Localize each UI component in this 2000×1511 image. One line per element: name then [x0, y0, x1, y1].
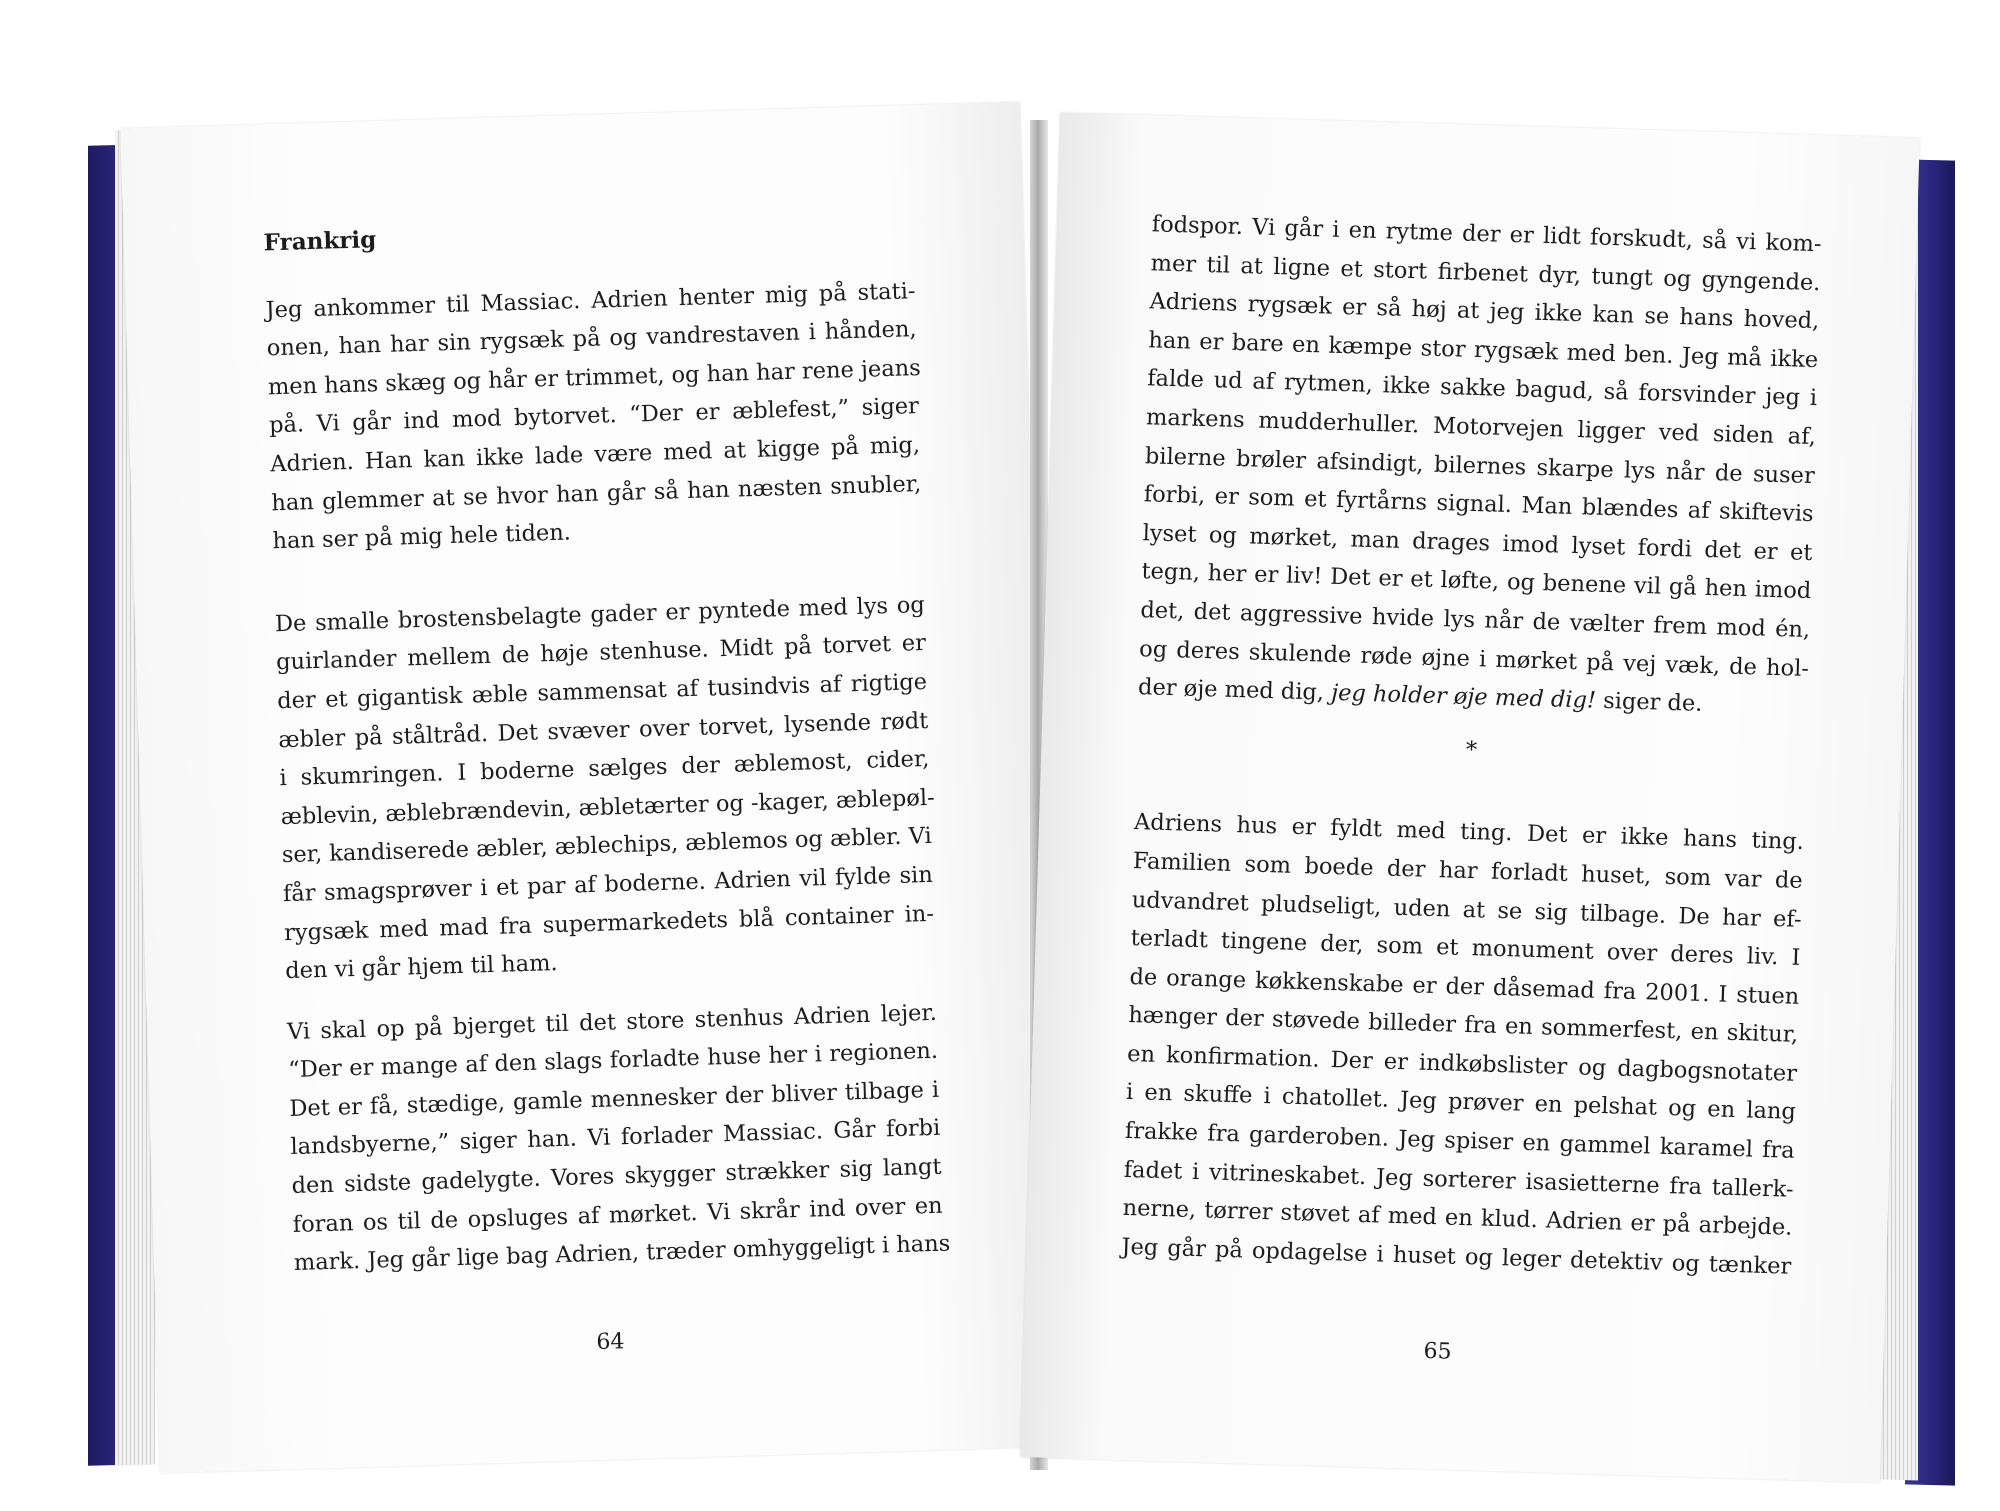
text-line: den sidste gadelygte. Vores skygger strækker sig langt [291, 1153, 942, 1200]
text-line: han ser på mig hele tiden. [272, 519, 572, 555]
text-line: fodspor. Vi går i en rytme der er lidt forskudt, så vi kom- [1151, 211, 1822, 258]
text-line: han er bare en kæmpe stor rygsæk med ben. Jeg må ikke [1148, 327, 1819, 373]
text-line: i en skuffe i chatollet. Jeg prøver en pelshat og en lang [1125, 1079, 1797, 1126]
paragraph [1121, 803, 1804, 1286]
text-line: får smagsprøver i et par af boderne. Adrien vil fylde sin [282, 861, 934, 908]
text-line: en konfirmation. Der er indkøbslister og dagbogsnotater [1126, 1040, 1798, 1087]
text-line: æbler på ståltråd. Det svæver over torvet, lysende rødt [278, 707, 929, 753]
chapter-heading: Frankrig [263, 226, 377, 257]
text-line: ser, kandiserede æbler, æblechips, æblemos og æbler. Vi [281, 823, 933, 869]
section-separator: * [1465, 736, 1478, 763]
text-line: de orange køkkenskabe er der dåsemad fra 2001. I stuen [1129, 963, 1800, 1010]
text-line: Det er få, stædige, gamle mennesker der bliver tilbage i [289, 1076, 940, 1122]
text-line: markens mudderhuller. Motorvejen ligger ved siden af, [1145, 404, 1817, 451]
text-line: De smalle brostensbelagte gader er pyntede med lys og [274, 591, 926, 638]
text-line: “Der er mange af den slags forladte huse her i regionen. [287, 1038, 939, 1084]
paragraph [286, 994, 951, 1283]
text-line: falde ud af rytmen, ikke sakke bagud, så forsvinder jeg i [1146, 365, 1818, 412]
paragraph [274, 586, 935, 991]
left-page [120, 102, 1060, 1473]
text-line: han glemmer at se hvor han går så han næsten snubler, [271, 470, 922, 516]
text-line: Adrien. Han kan ikke lade være med at kigge på mig, [269, 432, 921, 478]
text-line: Jeg ankommer til Massiac. Adrien henter mig på stati- [265, 277, 916, 323]
text-line: det, det aggressive hvide lys når de vælter frem mod én, [1140, 597, 1811, 643]
text-line: lyset og mørket, man drages imod lyset fordi det er et [1142, 519, 1813, 566]
text-line: og deres skulende røde øjne i mørket på vej væk, de hol- [1138, 635, 1810, 682]
text-line: men hans skæg og hår er trimmet, og han har rene jeans [267, 354, 922, 401]
text-line: bilerne brøler afsindigt, bilernes skarpe lys når de suser [1144, 442, 1816, 489]
text-line: der et gigantisk æble sammensat af tusindvis af rigtige [276, 668, 928, 715]
text-line: nerne, tørrer støvet af med en klud. Adrien er på arbejde. [1122, 1195, 1793, 1241]
text-line: tegn, her er liv! Det er et løfte, og benene vil gå hen imod [1141, 558, 1812, 605]
paragraph [265, 272, 923, 561]
right-page-text [1120, 205, 1822, 1330]
text-line: Vi skal op på bjerget til det store stenhus Adrien lejer. [286, 999, 938, 1045]
text-line: Adriens rygsæk er så høj at jeg ikke kan se hans hoved, [1149, 288, 1820, 335]
italic-text: jeg holder øje med dig! [1330, 679, 1597, 714]
text-line: onen, han har sin rygsæk på og vandrestaven i hånden, [266, 316, 917, 362]
text-line: frakke fra garderoben. Jeg spiser en gammel karamel fra [1124, 1117, 1796, 1164]
text-fragment: der øje med dig, [1137, 674, 1332, 706]
text-line: mer til at ligne et stort firbenet dyr, tungt og gyngende. [1150, 249, 1821, 296]
text-line: hænger der støvede billeder fra en sommerfest, en skitur, [1128, 1002, 1799, 1049]
text-fragment: siger de. [1595, 687, 1703, 717]
text-line: Familien som boede der har forladt huset, som var de [1132, 847, 1804, 894]
text-line: landsbyerne,” siger han. Vi forlader Massiac. Går forbi [290, 1115, 941, 1161]
text-line: æblevin, æblebrændevin, æbletærter og -kager, æblepøl- [280, 784, 936, 830]
text-line: Jeg går på opdagelse i huset og leger detektiv og tænker [1121, 1233, 1792, 1280]
text-line: på. Vi går ind mod bytorvet. “Der er æblefest,” siger [268, 393, 920, 439]
text-line: foran os til de opsluges af mørket. Vi skrår ind over en [292, 1192, 943, 1238]
right-page [1020, 113, 1920, 1483]
text-line: mark. Jeg går lige bag Adrien, træder omhyggeligt i hans [293, 1230, 951, 1277]
paragraph [1138, 205, 1823, 726]
text-line: forbi, er som et fyrtårns signal. Man blændes af skiftevis [1143, 481, 1814, 528]
text-line: guirlander mellem de høje stenhuse. Midt på torvet er [275, 630, 927, 676]
text-line: rygsæk med mad fra supermarkedets blå container in- [283, 900, 935, 946]
text-line: Adriens hus er fyldt med ting. Det er ikke hans ting. [1133, 809, 1805, 856]
text-line: fadet i vitrineskabet. Jeg sorterer isasietterne fra tallerk- [1123, 1156, 1794, 1203]
left-page-text [263, 205, 951, 1327]
text-line: i skumringen. I boderne sælges der æblemost, cider, [279, 746, 930, 792]
text-line: terladt tingene der, som et monument over deres liv. I [1130, 925, 1801, 971]
text-line: den vi går hjem til ham. [284, 950, 558, 985]
text-line: udvandret pludseligt, uden at se sig tilbage. De har ef- [1131, 886, 1802, 933]
page-number: 65 [1423, 1338, 1452, 1365]
page-number: 64 [596, 1329, 625, 1356]
